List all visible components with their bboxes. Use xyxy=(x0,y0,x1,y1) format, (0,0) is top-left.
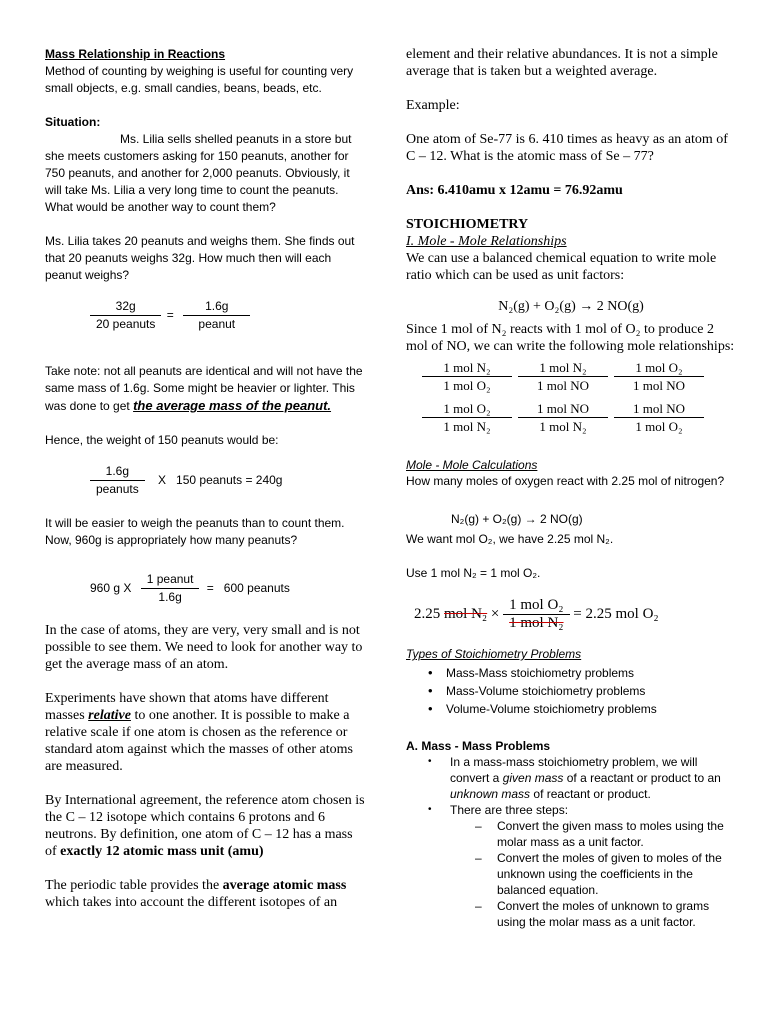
example-text: One atom of Se-77 is 6. 410 times as heavy as an atom of C – 12. What is the atomic mass of Se – 77? xyxy=(406,132,728,164)
eq1-den2: peanut xyxy=(198,317,236,331)
eq3-pre: 960 g X xyxy=(90,581,132,595)
mole-ratio: $\frac{\text{1 mol NO}}{\text{1 mol O₂}}$ xyxy=(614,400,704,435)
calc-result: = 2.25 mol O₂ xyxy=(573,606,659,622)
peanut-equation-3 xyxy=(90,571,365,606)
steps-list xyxy=(469,818,736,930)
situation-text: Ms. Lilia sells shelled peanuts in a store but she meets customers asking for 150 peanuts, another for 750 peanuts, and another for 2,000 peanuts. Obviously, it will take Ms. Lilia a very long time to count the peanuts. What would be another way to count them? xyxy=(45,132,352,214)
list-item: – Convert the moles of given to moles of the unknown using the coefficients in the balanced equation. xyxy=(469,850,736,898)
continued-text: element and their relative abundances. It is not a simple average that is taken but a weighted average. xyxy=(406,47,718,79)
answer-text: Ans: 6.410amu x 12amu = 76.92amu xyxy=(406,183,623,198)
want-text: We want mol O₂, we have 2.25 mol N₂. xyxy=(406,532,614,546)
mole-ratio-grid xyxy=(422,359,736,435)
mole-calculation xyxy=(414,597,736,632)
note-emphasis: the average mass of the peanut. xyxy=(133,398,332,413)
calc-title: Mole - Mole Calculations xyxy=(406,458,538,472)
average-atomic-mass: average atomic mass xyxy=(222,878,347,893)
periodic-text-cont: which takes into account the different isotopes of an xyxy=(45,895,338,910)
mass-mass-list xyxy=(406,754,736,818)
eq1-equals: = xyxy=(166,308,174,322)
calc-question: How many moles of oxygen react with 2.25 mol of nitrogen? xyxy=(406,474,725,488)
mole-ratio: $\frac{\text{1 mol N₂}}{\text{1 mol O₂}}$ xyxy=(422,359,512,394)
international-text: By International agreement, the reference atom chosen is the C – 12 isotope which contains 6 protons and 6 neutrons. By definition, one atom of C – 12 has a mass of xyxy=(45,793,365,859)
mm-bullet-1: In a mass-mass stoichiometry problem, we will convert a xyxy=(450,755,698,785)
mm-bullet-1-mid: of a reactant or product to an xyxy=(566,771,721,785)
mole-ratio: $\frac{\text{1 mol N₂}}{\text{1 mol NO}}$ xyxy=(518,359,608,394)
calc-times: × xyxy=(490,606,500,622)
experiments-text: Experiments have shown that atoms have different masses xyxy=(45,691,329,723)
types-title: Types of Stoichiometry Problems xyxy=(406,647,582,661)
main-equation: N₂(g) + O₂(g) → 2 NO(g) xyxy=(498,299,644,314)
eq3-den: 1.6g xyxy=(158,590,182,604)
left-column xyxy=(45,40,365,911)
intro-text: Method of counting by weighing is useful for counting very small objects, e.g. small candies, beans, beads, etc. xyxy=(45,64,354,95)
stoichiometry-title: STOICHIOMETRY xyxy=(406,217,529,232)
calc-num: 1 mol O₂ xyxy=(503,597,569,615)
amu-definition: exactly 12 atomic mass unit (amu) xyxy=(60,844,264,859)
mass-mass-title: A. Mass - Mass Problems xyxy=(406,739,551,753)
mole-ratio: $\frac{\text{1 mol O₂}}{\text{1 mol NO}}$ xyxy=(614,359,704,394)
mm-bullet-1-end: of reactant or product. xyxy=(533,787,651,801)
peanut-equation-2 xyxy=(90,463,365,498)
mole-ratio: $\frac{\text{1 mol NO}}{\text{1 mol N₂}}$ xyxy=(518,400,608,435)
easier-text: It will be easier to weigh the peanuts than to count them. Now, 960g is appropriately how many peanuts? xyxy=(45,516,345,547)
mole-relationships-text: We can use a balanced chemical equation to write mole ratio which can be used as unit factors: xyxy=(406,251,717,283)
relative-emphasis: relative xyxy=(88,708,131,723)
eq3-rest: = 600 peanuts xyxy=(206,581,290,595)
eq1-num1: 32g xyxy=(90,298,161,316)
list-item: • Mass-Mass stoichiometry problems xyxy=(406,664,736,682)
calc-cancel: mol N₂ xyxy=(444,606,488,622)
section-title: Mass Relationship in Reactions xyxy=(45,47,226,61)
types-list xyxy=(406,664,736,718)
list-item: – Convert the moles of unknown to grams using the molar mass as a unit factor. xyxy=(469,898,736,930)
calc-den: 1 mol N₂ xyxy=(509,615,564,631)
periodic-text: The periodic table provides the xyxy=(45,878,220,893)
list-item: • Mass-Volume stoichiometry problems xyxy=(406,682,736,700)
list-item: • Volume-Volume stoichiometry problems xyxy=(406,700,736,718)
takes-text: Ms. Lilia takes 20 peanuts and weighs them. She finds out that 20 peanuts weighs 32g. How much then will each peanut weighs? xyxy=(45,234,355,282)
eq2-den: peanuts xyxy=(96,482,139,496)
example-label: Example: xyxy=(406,98,460,113)
eq2-rest: X 150 peanuts = 240g xyxy=(158,473,283,487)
situation-label: Situation: xyxy=(45,115,101,129)
eq1-den1: 20 peanuts xyxy=(96,317,156,331)
list-item: – Convert the given mass to moles using the molar mass as a unit factor. xyxy=(469,818,736,850)
atoms-text: In the case of atoms, they are very, very small and is not possible to see them. We need to look for another way to get the average mass of an atom. xyxy=(45,623,363,672)
right-column xyxy=(406,46,736,930)
calc-given: 2.25 xyxy=(414,606,441,622)
mole-ratio: $\frac{\text{1 mol O₂}}{\text{1 mol N₂}}$ xyxy=(422,400,512,435)
given-mass-emphasis: given mass xyxy=(502,771,564,785)
peanut-equation-1 xyxy=(90,298,365,333)
eq1-num2: 1.6g xyxy=(183,298,250,316)
experiments-text-cont: to one another. It is possible to make a relative scale if one atom is chosen as the reference or standard atom against which the masses of other atoms are measured. xyxy=(45,708,353,774)
use-text: Use 1 mol N₂ = 1 mol O₂. xyxy=(406,566,541,580)
mole-relationships-title: I. Mole - Mole Relationships xyxy=(406,234,567,249)
hence-text: Hence, the weight of 150 peanuts would be: xyxy=(45,433,279,447)
since-text: Since 1 mol of N₂ reacts with 1 mol of O₂ to produce 2 mol of NO, we can write the following mole relationships: xyxy=(406,322,735,354)
calc-equation: N₂(g) + O₂(g) → 2 NO(g) xyxy=(451,512,583,526)
mm-bullet-2: • There are three steps: xyxy=(406,802,736,818)
unknown-mass-emphasis: unknown mass xyxy=(450,787,531,801)
eq2-num: 1.6g xyxy=(90,463,145,481)
eq3-num: 1 peanut xyxy=(141,571,200,589)
note-text: Take note: not all peanuts are identical and will not have the same mass of 1.6g. Some might be heavier or lighter. This was done to get xyxy=(45,364,363,413)
